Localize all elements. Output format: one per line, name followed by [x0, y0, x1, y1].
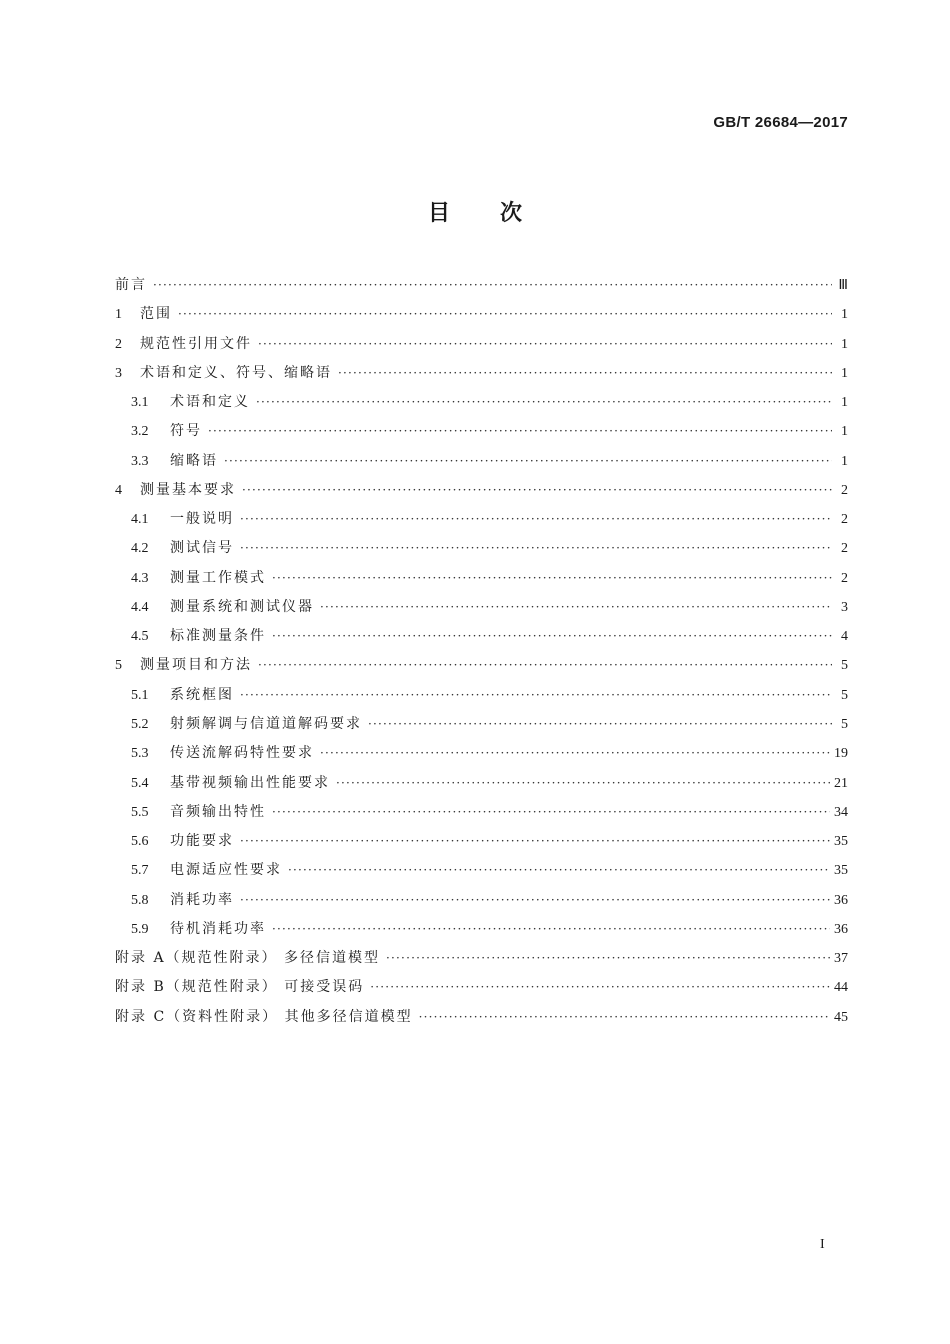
toc-entry-number: 3.3: [131, 453, 149, 469]
toc-entry-number: 3.1: [131, 395, 149, 411]
dot-leader: [320, 600, 832, 614]
toc-entry-number: 5.5: [131, 804, 149, 820]
dot-leader: [224, 454, 832, 468]
dot-leader: [240, 834, 830, 848]
dot-leader: [240, 541, 832, 555]
toc-entry[interactable]: [115, 274, 848, 303]
toc-entry-title: 附录 A（规范性附录） 多径信道模型: [115, 950, 381, 967]
toc-entry-number: 5.9: [131, 921, 149, 937]
toc-entry[interactable]: [115, 362, 848, 391]
toc-entry[interactable]: [115, 508, 848, 537]
toc-entry-number: 5.7: [131, 863, 149, 879]
toc-entry-number: 4.4: [131, 599, 149, 615]
toc-entry-page: 4: [841, 629, 848, 645]
toc-entry-page: 19: [834, 746, 848, 762]
dot-leader: [240, 688, 832, 702]
toc-entry-title: 术语和定义: [170, 394, 250, 411]
toc-entry-number: 5.8: [131, 892, 149, 908]
dot-leader: [288, 863, 830, 877]
dot-leader: [272, 629, 832, 643]
dot-leader: [258, 337, 832, 351]
dot-leader: [178, 307, 832, 321]
standard-number: GB/T 26684—2017: [713, 114, 848, 131]
dot-leader: [208, 424, 832, 438]
toc-entry[interactable]: [115, 684, 848, 713]
toc-entry-title: 测试信号: [170, 540, 234, 557]
toc-entry-number: 5: [115, 658, 122, 674]
toc-entry[interactable]: [115, 654, 848, 683]
toc-entry[interactable]: [115, 947, 848, 976]
toc-entry[interactable]: [115, 918, 848, 947]
toc-entry-page: 44: [834, 980, 848, 996]
toc-entry-number: 1: [115, 307, 122, 323]
toc-entry-title: 范围: [140, 306, 172, 323]
toc-entry-title: 消耗功率: [170, 891, 234, 908]
toc-entry-title: 符号: [170, 423, 202, 440]
toc-entry-number: 4.3: [131, 570, 149, 586]
dot-leader: [370, 980, 830, 994]
toc-entry[interactable]: [115, 537, 848, 566]
toc-entry-title: 标准测量条件: [170, 628, 266, 645]
dot-leader: [419, 1010, 830, 1024]
toc-entry-page: 37: [834, 951, 848, 967]
toc-entry-title: 测量系统和测试仪器: [170, 598, 314, 615]
toc-entry-title: 传送流解码特性要求: [170, 745, 314, 762]
toc-entry-number: 3: [115, 365, 122, 381]
toc-entry[interactable]: [115, 889, 848, 918]
dot-leader: [272, 805, 830, 819]
toc-entry-page: 2: [841, 570, 848, 586]
toc-entry-page: 21: [834, 775, 848, 791]
toc-entry[interactable]: [115, 976, 848, 1005]
toc-entry-title: 基带视频输出性能要求: [170, 774, 330, 791]
dot-leader: [240, 893, 830, 907]
toc-entry-number: 4: [115, 482, 122, 498]
toc-entry[interactable]: [115, 420, 848, 449]
dot-leader: [368, 717, 832, 731]
toc-entry[interactable]: [115, 303, 848, 332]
toc-entry-page: 2: [841, 541, 848, 557]
toc-entry[interactable]: [115, 391, 848, 420]
toc-entry-title: 术语和定义、符号、缩略语: [140, 364, 332, 381]
toc-entry-title: 缩略语: [170, 452, 218, 469]
dot-leader: [272, 571, 832, 585]
toc-entry-number: 5.2: [131, 716, 149, 732]
toc-entry[interactable]: [115, 801, 848, 830]
dot-leader: [242, 483, 832, 497]
toc-entry[interactable]: [115, 1006, 848, 1035]
toc-entry-page: 3: [841, 599, 848, 615]
toc-entry-page: 1: [841, 307, 848, 323]
toc-entry[interactable]: [115, 479, 848, 508]
toc-entry[interactable]: [115, 859, 848, 888]
toc-entry-title: 测量工作模式: [170, 569, 266, 586]
table-of-contents: [115, 274, 848, 1035]
toc-entry-number: 2: [115, 336, 122, 352]
toc-entry[interactable]: [115, 333, 848, 362]
toc-entry[interactable]: [115, 596, 848, 625]
toc-entry[interactable]: [115, 713, 848, 742]
toc-entry-title: 附录 C（资料性附录） 其他多径信道模型: [115, 1008, 413, 1025]
toc-entry-title: 测量项目和方法: [140, 657, 252, 674]
toc-entry-page: 5: [841, 658, 848, 674]
dot-leader: [240, 512, 832, 526]
toc-entry[interactable]: [115, 567, 848, 596]
dot-leader: [272, 922, 830, 936]
dot-leader: [256, 395, 832, 409]
toc-entry-page: 34: [834, 804, 848, 820]
toc-entry-page: 1: [841, 424, 848, 440]
dot-leader: [320, 746, 830, 760]
toc-entry-page: 36: [834, 892, 848, 908]
toc-entry-title: 音频输出特性: [170, 803, 266, 820]
toc-entry-page: 35: [834, 834, 848, 850]
toc-entry-number: 3.2: [131, 424, 149, 440]
toc-entry-title: 待机消耗功率: [170, 920, 266, 937]
toc-entry-title: 系统框图: [170, 686, 234, 703]
toc-entry-number: 5.1: [131, 687, 149, 703]
dot-leader: [153, 278, 832, 292]
toc-entry-number: 4.2: [131, 541, 149, 557]
toc-entry-title: 测量基本要求: [140, 481, 236, 498]
toc-entry[interactable]: [115, 742, 848, 771]
toc-entry-number: 4.5: [131, 629, 149, 645]
toc-entry-number: 5.3: [131, 746, 149, 762]
toc-entry-title: 功能要求: [170, 833, 234, 850]
toc-entry-title: 一般说明: [170, 511, 234, 528]
dot-leader: [386, 951, 830, 965]
toc-entry-page: 1: [841, 365, 848, 381]
toc-entry-number: 5.4: [131, 775, 149, 791]
toc-entry[interactable]: [115, 772, 848, 801]
toc-entry-page: Ⅲ: [838, 278, 848, 293]
toc-entry-title: 射频解调与信道道解码要求: [170, 715, 362, 732]
toc-entry[interactable]: [115, 625, 848, 654]
toc-entry-page: 5: [841, 687, 848, 703]
toc-entry[interactable]: [115, 450, 848, 479]
toc-entry-page: 2: [841, 512, 848, 528]
toc-entry-page: 2: [841, 482, 848, 498]
toc-entry-number: 5.6: [131, 834, 149, 850]
page-number: I: [820, 1237, 825, 1252]
dot-leader: [258, 658, 832, 672]
toc-entry-title: 附录 B（规范性附录） 可接受误码: [115, 979, 365, 996]
toc-entry-title: 电源适应性要求: [170, 862, 282, 879]
dot-leader: [338, 366, 832, 380]
toc-entry-page: 1: [841, 336, 848, 352]
dot-leader: [336, 776, 830, 790]
toc-entry-title: 规范性引用文件: [140, 335, 252, 352]
toc-entry-page: 1: [841, 395, 848, 411]
toc-entry-number: 4.1: [131, 512, 149, 528]
toc-entry-page: 36: [834, 921, 848, 937]
page-title: 目次: [427, 200, 572, 226]
toc-entry-page: 5: [841, 716, 848, 732]
toc-entry-title: 前言: [115, 277, 147, 293]
toc-entry[interactable]: [115, 830, 848, 859]
toc-entry-page: 1: [841, 453, 848, 469]
toc-entry-page: 35: [834, 863, 848, 879]
toc-entry-page: 45: [834, 1009, 848, 1025]
